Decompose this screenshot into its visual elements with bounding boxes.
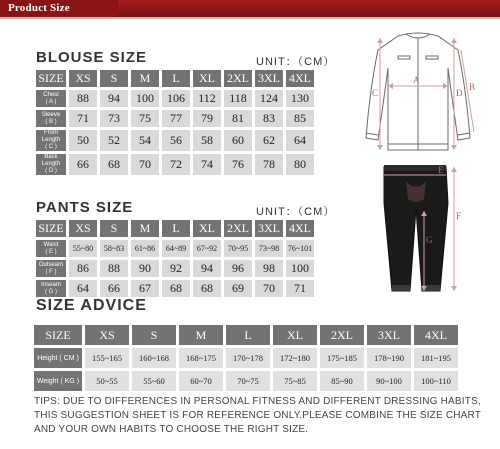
table-cell: 106 <box>162 90 190 107</box>
table-cell: 52 <box>100 130 128 151</box>
table-cell: 64 <box>69 280 97 297</box>
row-label-name: Back Length <box>41 154 61 167</box>
table-cell: 86 <box>69 260 97 277</box>
table-cell: 71 <box>69 110 97 127</box>
size-2xl-header: 2XL <box>224 70 252 87</box>
table-cell: 118 <box>224 90 252 107</box>
row-label-front-length <box>36 130 66 151</box>
row-label-code: ( F ) <box>45 268 57 275</box>
table-cell: 69 <box>224 280 252 297</box>
table-cell: 81 <box>224 110 252 127</box>
row-label-inseam <box>36 280 66 297</box>
table-cell: 50 <box>69 130 97 151</box>
table-cell: 66 <box>100 280 128 297</box>
table-cell: 124 <box>255 90 283 107</box>
size-s-header: S <box>132 325 176 345</box>
table-cell: 67~92 <box>193 240 221 257</box>
sizing-tips-text: TIPS: DUE TO DIFFERENCES IN PERSONAL FITNESS AND DIFFERENT DRESSING HABITS, THIS SUGGESTION SHEET IS FOR REFERENCE ONLY.PLEASE COMBINE THE SIZE CHART AND YOUR OWN HABITS TO CHOOSE THE RIGHT SIZE. <box>34 396 481 435</box>
measure-letter-g: G <box>426 235 433 245</box>
table-cell: 54 <box>131 130 159 151</box>
table-cell: 175~185 <box>320 348 364 368</box>
table-cell: 90~100 <box>367 371 411 391</box>
measure-letter-d: D <box>456 88 463 98</box>
table-cell: 130 <box>286 90 314 107</box>
advice-weight-row <box>34 371 458 391</box>
table-cell: 64 <box>286 130 314 151</box>
product-size-banner <box>0 0 500 17</box>
size-3xl-header: 3XL <box>255 220 283 237</box>
row-label-waist <box>36 240 66 257</box>
table-cell: 178~190 <box>367 348 411 368</box>
table-cell: 68 <box>100 154 128 175</box>
table-cell: 55~60 <box>132 371 176 391</box>
pants-diagram <box>376 163 466 297</box>
blouse-header-row <box>36 70 314 87</box>
banner-underline <box>0 17 500 19</box>
table-cell: 85~90 <box>320 371 364 391</box>
size-2xl-header: 2XL <box>320 325 364 345</box>
table-cell: 55~80 <box>69 240 97 257</box>
table-cell: 100~110 <box>414 371 458 391</box>
row-label-code: ( B ) <box>45 118 57 125</box>
table-cell: 58~83 <box>100 240 128 257</box>
banner-title: Product Size <box>8 2 70 14</box>
size-header-cell: SIZE <box>34 325 82 345</box>
table-cell: 112 <box>193 90 221 107</box>
table-cell: 75 <box>131 110 159 127</box>
blouse-chest-row <box>36 90 314 107</box>
blouse-front-length-row <box>36 130 314 151</box>
row-label-code: ( E ) <box>45 248 57 255</box>
table-cell: 77 <box>162 110 190 127</box>
blouse-size-table <box>33 67 317 178</box>
size-header-cell: SIZE <box>36 70 66 87</box>
table-cell: 90 <box>131 260 159 277</box>
blouse-size-title: BLOUSE SIZE <box>36 49 148 66</box>
size-l-header: L <box>226 325 270 345</box>
size-3xl-header: 3XL <box>255 70 283 87</box>
table-cell: 92 <box>162 260 190 277</box>
size-l-header: L <box>162 220 190 237</box>
row-label-name: Waist <box>43 241 59 248</box>
size-4xl-header: 4XL <box>414 325 458 345</box>
table-cell: 68 <box>162 280 190 297</box>
size-advice-title: SIZE ADVICE <box>36 297 147 314</box>
table-cell: 98 <box>255 260 283 277</box>
row-label-sleeve <box>36 110 66 127</box>
size-xs-header: XS <box>69 220 97 237</box>
table-cell: 74 <box>193 154 221 175</box>
table-cell: 76 <box>224 154 252 175</box>
table-cell: 168~175 <box>179 348 223 368</box>
table-cell: 68 <box>193 280 221 297</box>
table-cell: 181~195 <box>414 348 458 368</box>
size-m-header: M <box>131 220 159 237</box>
table-cell: 73 <box>100 110 128 127</box>
table-cell: 100 <box>286 260 314 277</box>
pants-inseam-row <box>36 280 314 297</box>
table-cell: 58 <box>193 130 221 151</box>
row-label-name: Inseam <box>41 281 61 288</box>
row-label-name: Outseam <box>38 261 64 268</box>
table-cell: 70 <box>255 280 283 297</box>
size-s-header: S <box>100 70 128 87</box>
blouse-back-length-row <box>36 154 314 175</box>
size-3xl-header: 3XL <box>367 325 411 345</box>
jersey-diagram <box>358 28 478 163</box>
table-cell: 170~178 <box>226 348 270 368</box>
row-label-height: Height ( CM ) <box>34 348 82 368</box>
row-label-chest <box>36 90 66 107</box>
table-cell: 73~98 <box>255 240 283 257</box>
table-cell: 79 <box>193 110 221 127</box>
pants-size-title: PANTS SIZE <box>36 199 134 216</box>
pants-size-table <box>33 217 317 300</box>
row-label-back-length <box>36 154 66 175</box>
table-cell: 75~85 <box>273 371 317 391</box>
table-cell: 172~180 <box>273 348 317 368</box>
table-cell: 78 <box>255 154 283 175</box>
size-header-cell: SIZE <box>36 220 66 237</box>
size-m-header: M <box>179 325 223 345</box>
pants-unit-label: UNIT：（CM） <box>256 206 336 218</box>
size-xs-header: XS <box>69 70 97 87</box>
advice-header-row <box>34 325 458 345</box>
table-cell: 61~86 <box>131 240 159 257</box>
table-cell: 72 <box>162 154 190 175</box>
table-cell: 80 <box>286 154 314 175</box>
measure-letter-e: E <box>438 165 444 175</box>
table-cell: 83 <box>255 110 283 127</box>
measure-letter-c: C <box>372 88 379 98</box>
row-label-code: ( A ) <box>45 98 57 105</box>
table-cell: 60~70 <box>179 371 223 391</box>
row-label-name: Chest <box>43 91 59 98</box>
table-cell: 67 <box>131 280 159 297</box>
size-l-header: L <box>162 70 190 87</box>
size-m-header: M <box>131 70 159 87</box>
table-cell: 76~101 <box>286 240 314 257</box>
blouse-sleeve-row <box>36 110 314 127</box>
size-2xl-header: 2XL <box>224 220 252 237</box>
size-xl-header: XL <box>273 325 317 345</box>
table-cell: 66 <box>69 154 97 175</box>
table-cell: 94 <box>100 90 128 107</box>
table-cell: 100 <box>131 90 159 107</box>
size-4xl-header: 4XL <box>286 220 314 237</box>
row-label-outseam <box>36 260 66 277</box>
table-cell: 71 <box>286 280 314 297</box>
size-s-header: S <box>100 220 128 237</box>
measure-letter-b: B <box>469 82 476 92</box>
pants-waist-row <box>36 240 314 257</box>
row-label-weight: Weight ( KG ) <box>34 371 82 391</box>
table-cell: 85 <box>286 110 314 127</box>
row-label-name: Sleeve <box>41 111 61 118</box>
size-xl-header: XL <box>193 70 221 87</box>
table-cell: 70~95 <box>224 240 252 257</box>
table-cell: 56 <box>162 130 190 151</box>
size-xs-header: XS <box>85 325 129 345</box>
table-cell: 70 <box>131 154 159 175</box>
size-xl-header: XL <box>193 220 221 237</box>
table-cell: 155~165 <box>85 348 129 368</box>
blouse-unit-label: UNIT：（CM） <box>256 56 336 68</box>
table-cell: 88 <box>69 90 97 107</box>
table-cell: 96 <box>224 260 252 277</box>
pants-header-row <box>36 220 314 237</box>
size-4xl-header: 4XL <box>286 70 314 87</box>
table-cell: 88 <box>100 260 128 277</box>
row-label-code: ( C ) <box>45 144 57 150</box>
size-advice-table <box>31 322 461 394</box>
pants-outline <box>384 165 448 291</box>
measure-letter-a: A <box>413 75 420 85</box>
row-label-code: ( D ) <box>45 168 57 174</box>
row-label-name: Front Length <box>41 130 61 143</box>
advice-height-row <box>34 348 458 368</box>
table-cell: 94 <box>193 260 221 277</box>
measure-letter-f: F <box>456 211 462 221</box>
table-cell: 60 <box>224 130 252 151</box>
table-cell: 64~89 <box>162 240 190 257</box>
row-label-code: ( G ) <box>45 288 57 295</box>
table-cell: 62 <box>255 130 283 151</box>
table-cell: 160~168 <box>132 348 176 368</box>
table-cell: 50~55 <box>85 371 129 391</box>
pants-outseam-row <box>36 260 314 277</box>
table-cell: 70~75 <box>226 371 270 391</box>
